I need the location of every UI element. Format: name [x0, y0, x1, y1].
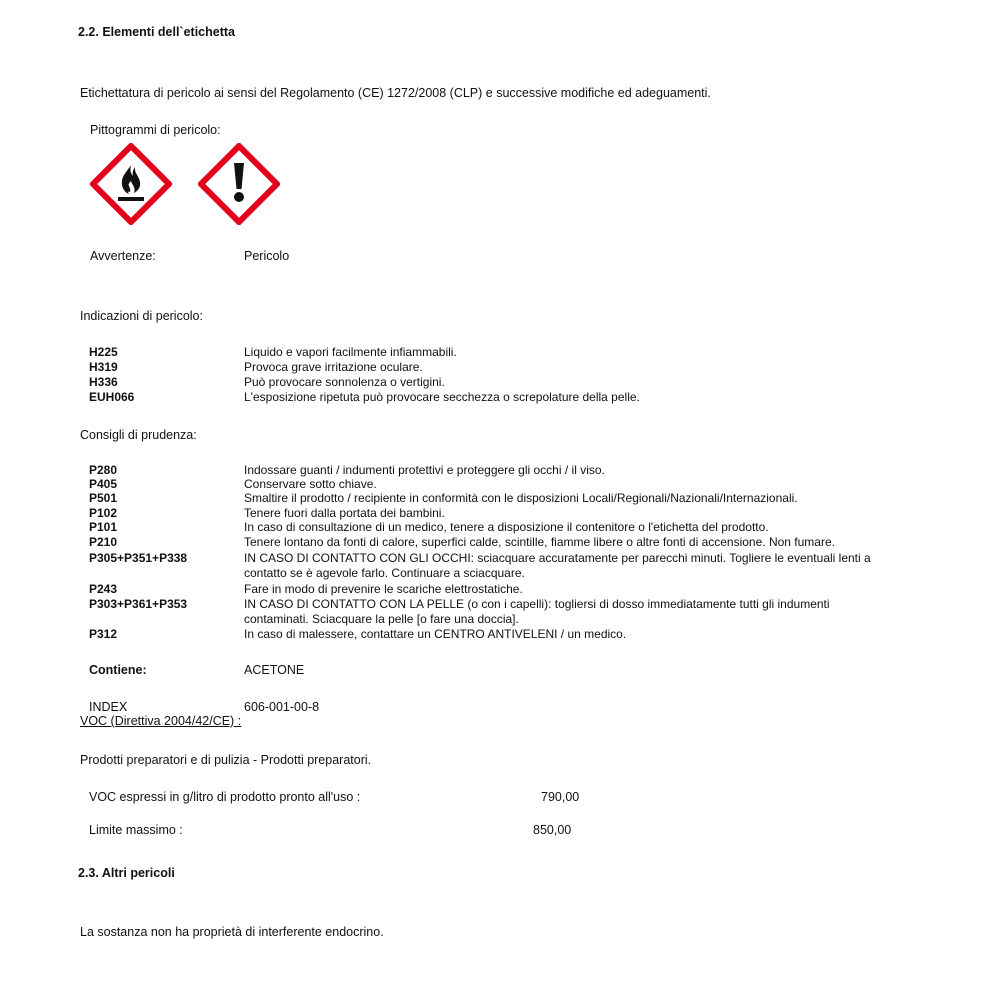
- hazard-text: L'esposizione ripetuta può provocare secchezza o screpolature della pelle.: [244, 390, 640, 404]
- section-2-2-title: 2.2. Elementi dell`etichetta: [78, 25, 235, 39]
- precaution-text-continued: contaminati. Sciacquare la pelle [o fare una doccia].: [244, 612, 519, 626]
- precaution-text: Smaltire il prodotto / recipiente in conformità con le disposizioni Locali/Regionali/Nazionali/Internazionali.: [244, 491, 798, 505]
- pictograms-label: Pittogrammi di pericolo:: [90, 123, 221, 137]
- signal-word-label: Avvertenze:: [90, 249, 156, 263]
- precaution-code: P501: [89, 491, 118, 505]
- signal-word-value: Pericolo: [244, 249, 290, 263]
- precaution-code: P101: [89, 520, 118, 534]
- precaution-code: P280: [89, 463, 118, 477]
- hazard-code: H225: [89, 345, 118, 359]
- voc-heading: VOC (Direttiva 2004/42/CE) :: [80, 714, 242, 728]
- index-label: INDEX: [89, 700, 128, 714]
- precaution-code: P303+P361+P353: [89, 597, 188, 611]
- section-2-3-title: 2.3. Altri pericoli: [78, 866, 175, 880]
- hazard-code: EUH066: [89, 390, 135, 404]
- hazard-text: Può provocare sonnolenza o vertigini.: [244, 375, 445, 389]
- other-hazards-text: La sostanza non ha proprietà di interferente endocrino.: [80, 925, 384, 939]
- hazard-text: Provoca grave irritazione oculare.: [244, 360, 423, 374]
- precaution-text-continued: contatto se è agevole farlo. Continuare a sciacquare.: [244, 566, 525, 580]
- exclamation-icon: [198, 143, 280, 225]
- hazard-text: Liquido e vapori facilmente infiammabili.: [244, 345, 457, 359]
- precaution-code: P243: [89, 582, 118, 596]
- precaution-code: P405: [89, 477, 118, 491]
- flame-icon: [90, 143, 172, 225]
- limit-label: Limite massimo :: [89, 823, 183, 837]
- precaution-text: Tenere lontano da fonti di calore, superfici calde, scintille, fiamme libere o altre fonti di accensione. Non fumare.: [244, 535, 835, 549]
- precaution-text: IN CASO DI CONTATTO CON LA PELLE (o con i capelli): togliersi di dosso immediatamente tutti gli indumenti: [244, 597, 830, 611]
- clp-intro-text: Etichettatura di pericolo ai sensi del Regolamento (CE) 1272/2008 (CLP) e successive modifiche ed adeguamenti.: [80, 86, 711, 100]
- precaution-text: Conservare sotto chiave.: [244, 477, 377, 491]
- precaution-text: Indossare guanti / indumenti protettivi e proteggere gli occhi / il viso.: [244, 463, 605, 477]
- precaution-text: In caso di consultazione di un medico, tenere a disposizione il contenitore o l'etichetta del prodotto.: [244, 520, 769, 534]
- voc-expressed-label: VOC espressi in g/litro di prodotto pronto all'uso :: [89, 790, 361, 804]
- voc-expressed-value: 790,00: [541, 790, 580, 804]
- contains-label: Contiene:: [89, 663, 147, 677]
- voc-category: Prodotti preparatori e di pulizia - Prodotti preparatori.: [80, 753, 372, 767]
- precaution-text: IN CASO DI CONTATTO CON GLI OCCHI: sciacquare accuratamente per parecchi minuti. Togliere le eventuali lenti a: [244, 551, 871, 565]
- hazard-statements-label: Indicazioni di pericolo:: [80, 309, 203, 323]
- precaution-text: In caso di malessere, contattare un CENTRO ANTIVELENI / un medico.: [244, 627, 627, 641]
- precautionary-statements-label: Consigli di prudenza:: [80, 428, 197, 442]
- precaution-code: P312: [89, 627, 118, 641]
- hazard-code: H336: [89, 375, 118, 389]
- precaution-code: P210: [89, 535, 118, 549]
- contains-value: ACETONE: [244, 663, 305, 677]
- hazard-code: H319: [89, 360, 118, 374]
- precaution-code: P305+P351+P338: [89, 551, 188, 565]
- limit-value: 850,00: [533, 823, 572, 837]
- precaution-code: P102: [89, 506, 118, 520]
- precaution-text: Tenere fuori dalla portata dei bambini.: [244, 506, 445, 520]
- index-value: 606-001-00-8: [244, 700, 320, 714]
- precaution-text: Fare in modo di prevenire le scariche elettrostatiche.: [244, 582, 523, 596]
